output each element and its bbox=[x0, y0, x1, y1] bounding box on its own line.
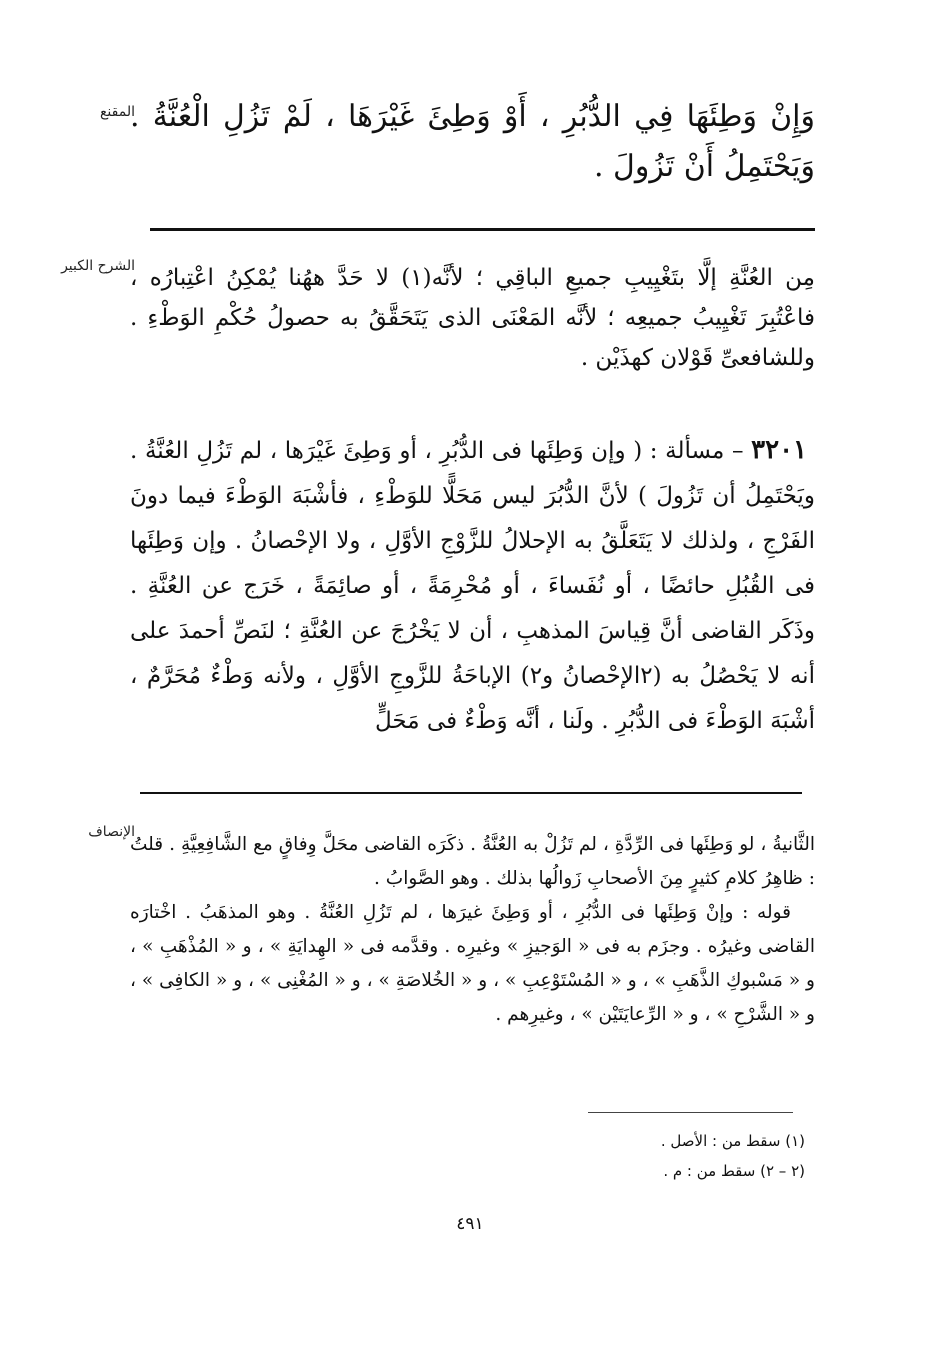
muqni-text-block bbox=[130, 92, 815, 192]
insaf-paragraph-1: الثَّانيةُ ، لو وَطِئَها فى الرِّدَّةِ ، لم تَزُلْ به العُنَّةُ . ذكَرَه القاضى محَلَّ وِفاقٍ مع الشَّافِعِيَّةِ . قلتُ : ظاهِرُ كلامِ كثيرٍ مِنَ الأصحابِ زَوالُها بذلك . وهو الصَّوابُ . bbox=[130, 834, 815, 889]
sharh-side-label: الشرح الكبير bbox=[61, 258, 135, 274]
footnote-1: (١) سقط من : الأصل . bbox=[660, 1132, 805, 1150]
masala-paragraph bbox=[130, 428, 815, 744]
section-divider-thin bbox=[140, 792, 802, 794]
masala-block bbox=[130, 428, 815, 744]
muqni-text: وَإِنْ وَطِئَهَا فِي الدُّبُرِ ، أَوْ وَطِئَ غَيْرَهَا ، لَمْ تَزُلِ الْعُنَّةُ . وَيَحْتَمِلُ أَنْ تَزُولَ . bbox=[130, 99, 815, 184]
insaf-text-block bbox=[130, 828, 815, 1032]
page-number: ٤٩١ bbox=[456, 1214, 484, 1234]
sharh-text-block bbox=[130, 258, 815, 378]
insaf-paragraph-2: قوله : وإنْ وَطِئَها فى الدُّبُرِ ، أو وَطِئَ غيرَها ، لم تَزُلِ العُنَّةُ . وهو المذهَبُ . اخْتارَه القاضى وغيرُه . وجزَم به فى « الوَجيزِ » وغيرِه . وقدَّمه فى « الهِدايَةِ » ، و « المُذْهَبِ » ، و « مَسْبوكِ الذَّهَبِ » ، و « المُسْتَوْعِبِ » ، و « الخُلاصَةِ » ، و « المُغْنِى » ، و « الكافِى » ، و « الشَّرْحِ » ، و « الرِّعايَتَيْن » ، وغيرِهم . bbox=[130, 902, 815, 1025]
sharh-text: مِن العُنَّةِ إلَّا بتَغْيِيبِ جميعِ الباقِي ؛ لأنَّه(١) لا حَدَّ ههُنا يُمْكِنُ اعْتِبارُه ، فاعْتُبِرَ تَغْيِيبُ جميعِه ؛ لأنَّه المَعْنَى الذى يَتَحَقَّقُ به حصولُ حُكْمِ الوَطْءِ . وللشافعىِّ قَوْلان كهذَيْن . bbox=[130, 265, 815, 371]
masala-number: ٣٢٠١ bbox=[751, 435, 807, 465]
footnote-divider bbox=[588, 1112, 793, 1113]
footnote-2: (٢ – ٢) سقط من : م . bbox=[663, 1162, 805, 1180]
footnotes bbox=[300, 1126, 805, 1186]
insaf-side-label: الإنصاف bbox=[88, 824, 135, 840]
section-divider-thick bbox=[150, 228, 815, 231]
masala-text: – مسألة : ( وإن وَطِئَها فى الدُّبُرِ ، أو وَطِئَ غَيْرَها ، لم تَزُلِ العُنَّةُ . ويَحْتَمِلُ أن تَزُولَ ) لأنَّ الدُّبُرَ ليس مَحَلًّا للوَطْءِ ، فأشْبَهَ الوَطْءَ فيما دونَ الفَرْجِ ، ولذلك لا يَتَعَلَّقُ به الإحلالُ للزَّوْجِ الأوَّلِ ، ولا الإحْصانُ . وإن وَطِئَها فى القُبُلِ حائضًا ، أو نُفَساءَ ، أو مُحْرِمَةً ، أو صائِمَةً ، خَرَج عن العُنَّةِ . وذَكَر القاضى أنَّ قِياسَ المذهبِ ، أن لا يَخْرُجَ عن العُنَّةِ ؛ لنَصِّ أحمدَ على أنه لا يَحْصُلُ به (٢الإحْصانُ و٢) الإباحَةُ للزَّوجِ الأوَّلِ ، ولأنه وَطْءٌ مُحَرَّمٌ ، أشْبَهَ الوَطْءَ فى الدُّبُرِ . ولَنا ، أنَّه وَطْءٌ فى مَحَلٍّ bbox=[130, 438, 815, 734]
muqni-side-label: المقنع bbox=[99, 104, 135, 120]
